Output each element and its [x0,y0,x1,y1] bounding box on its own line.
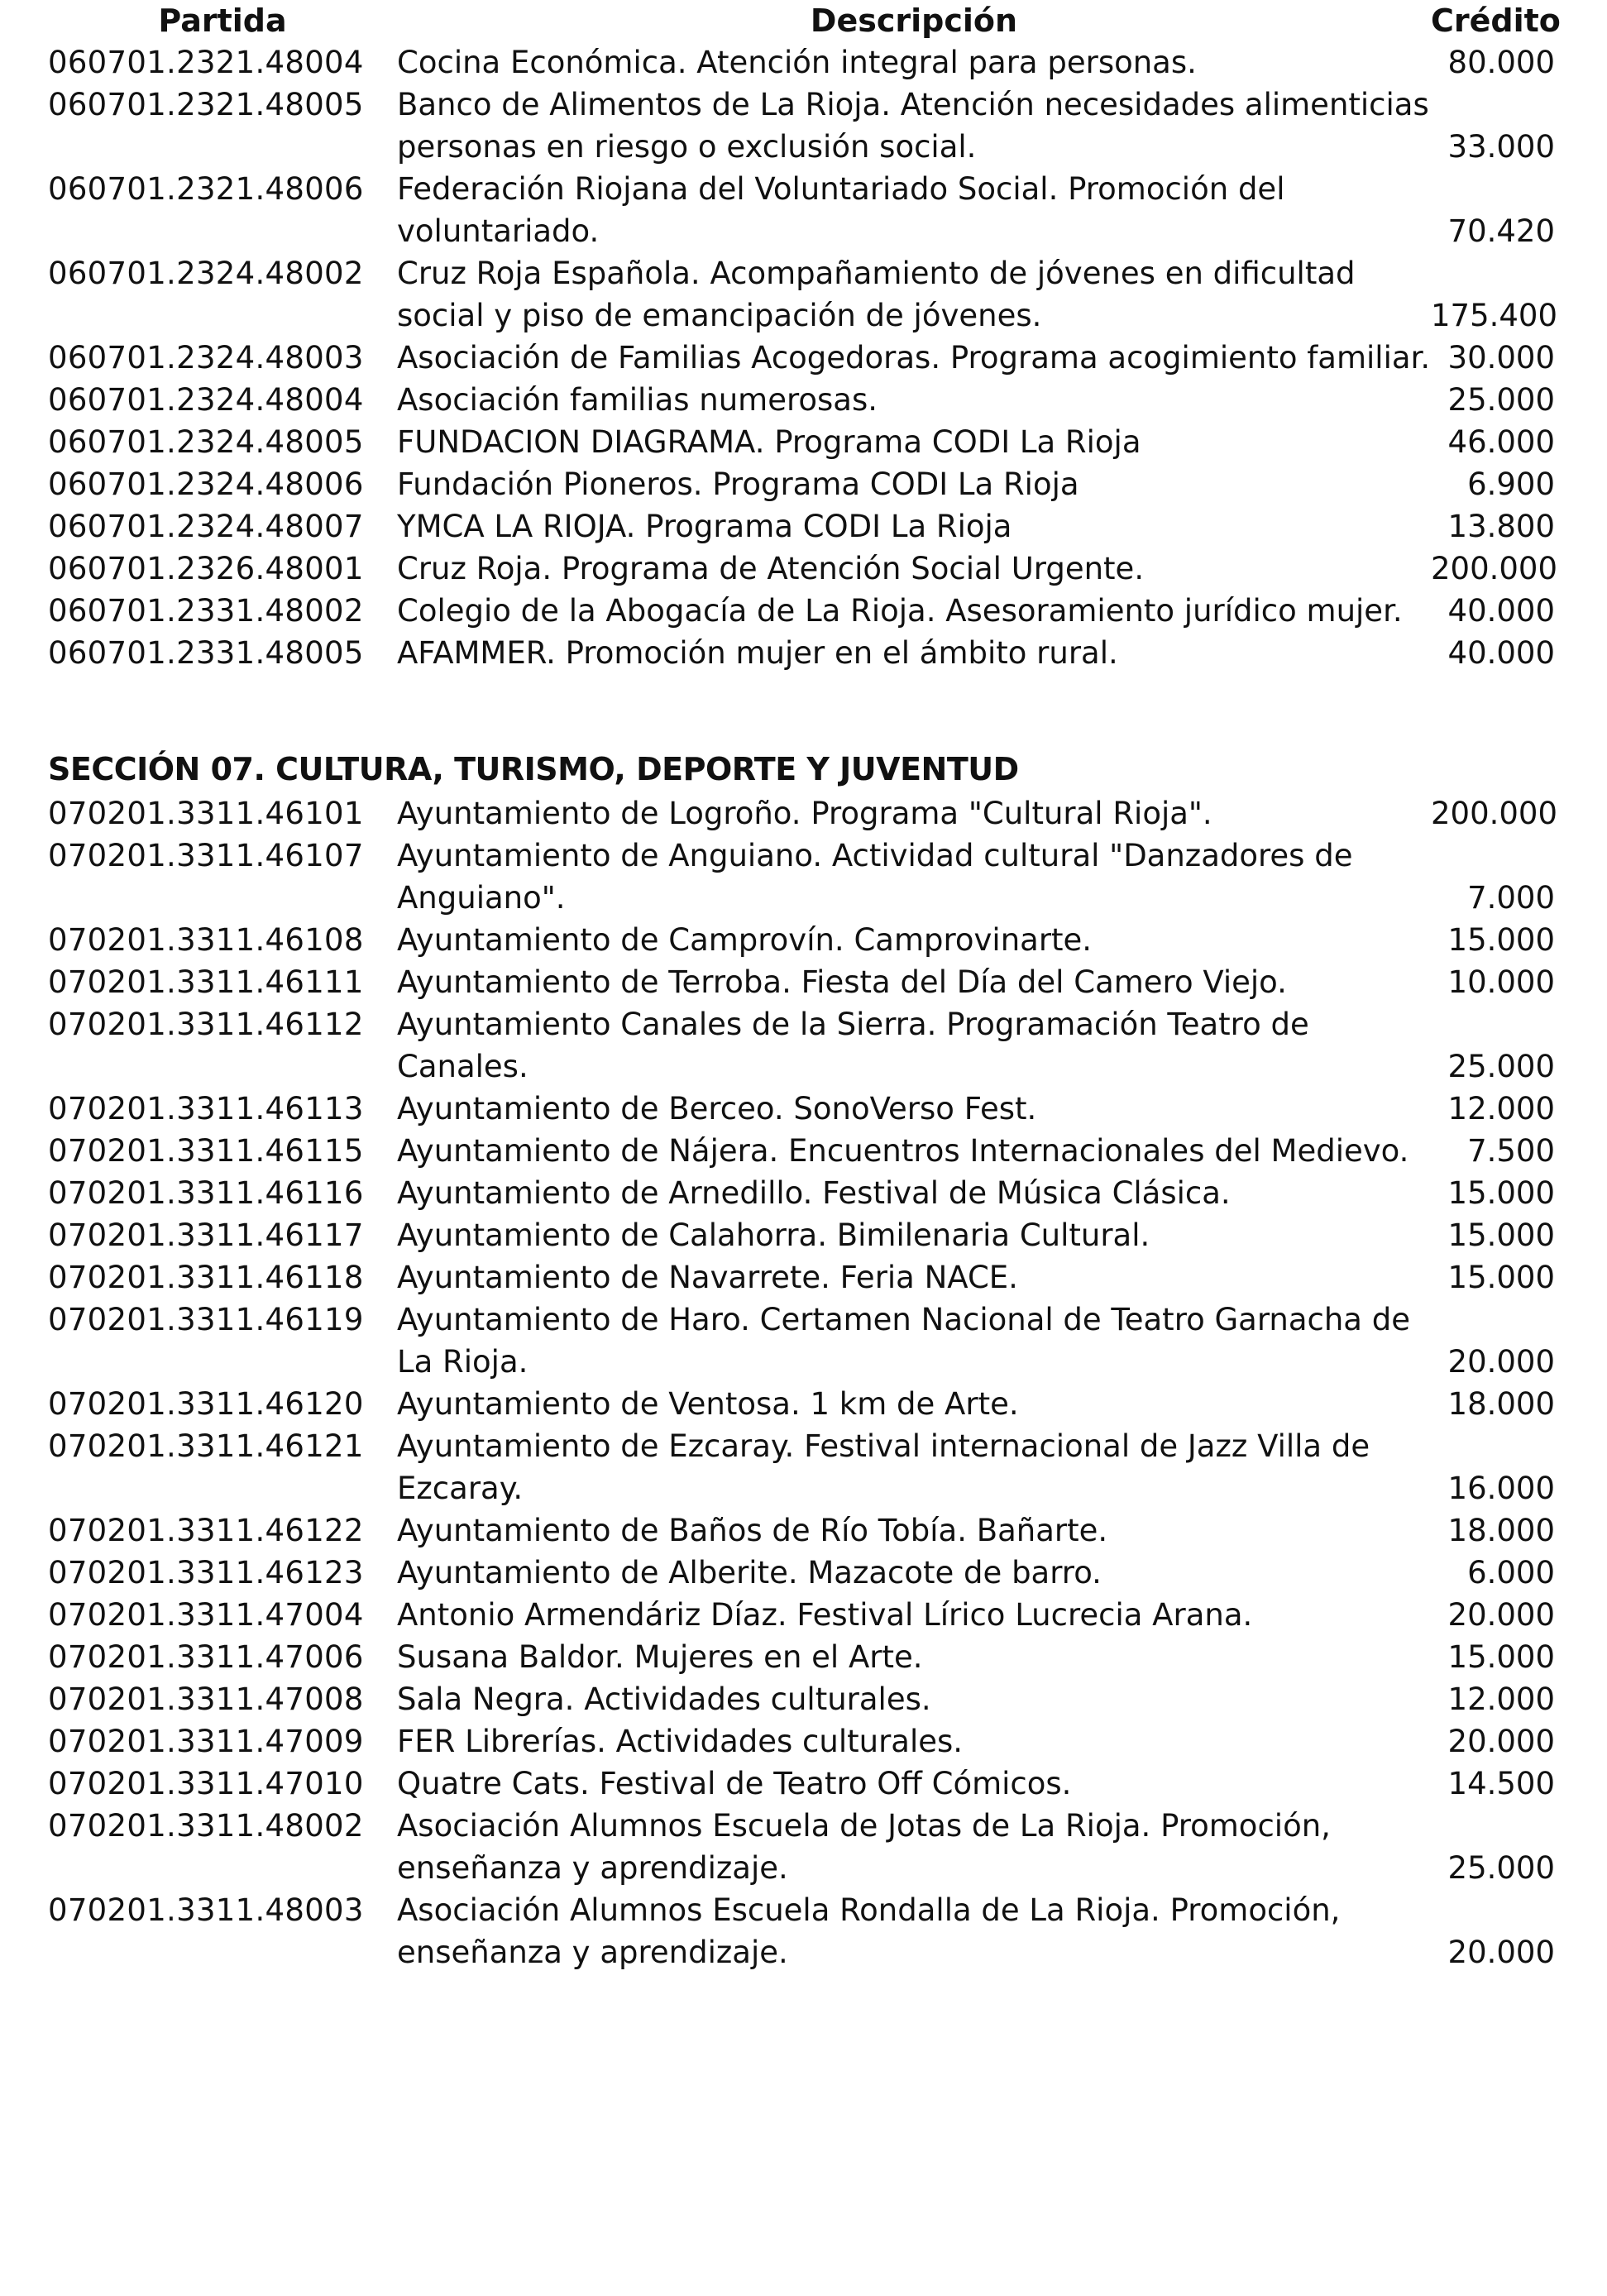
credit-amount: 70.420 [1447,213,1555,249]
partida-code: 070201.3311.46122 [48,1513,364,1548]
table-row [48,919,1555,961]
credit-amount: 20.000 [1447,1344,1555,1380]
table-row [48,1299,1555,1383]
table-row [48,961,1555,1003]
table-row [48,168,1555,252]
description: Asociación de Familias Acogedoras. Programa acogimiento familiar. [397,340,1431,375]
table-row [48,1552,1555,1594]
partida-code: 070201.3311.46115 [48,1133,364,1169]
credit-amount: 6.900 [1467,466,1555,502]
description: Ayuntamiento de Nájera. Encuentros Internacionales del Medievo. [397,1133,1409,1169]
description: Ayuntamiento de Haro. Certamen Nacional de Teatro Garnacha de La Rioja. [397,1302,1410,1380]
description: Asociación familias numerosas. [397,382,878,418]
header-credito: Crédito [1431,2,1561,39]
description: Asociación Alumnos Escuela de Jotas de La Rioja. Promoción, enseñanza y aprendizaje. [397,1808,1331,1886]
credit-amount: 33.000 [1447,129,1555,165]
credit-amount: 15.000 [1447,922,1555,958]
description: Ayuntamiento de Anguiano. Actividad cultural "Danzadores de Anguiano". [397,838,1353,916]
description: Ayuntamiento de Ventosa. 1 km de Arte. [397,1386,1019,1422]
credit-amount: 15.000 [1447,1260,1555,1295]
credit-amount: 15.000 [1447,1639,1555,1675]
description: Ayuntamiento de Baños de Río Tobía. Bañarte. [397,1513,1108,1548]
table-row [48,632,1555,674]
partida-code: 070201.3311.47008 [48,1681,364,1717]
partida-code: 070201.3311.46119 [48,1302,364,1337]
credit-amount: 46.000 [1447,424,1555,460]
credit-amount: 40.000 [1447,593,1555,629]
credit-amount: 12.000 [1447,1091,1555,1126]
partida-code: 060701.2321.48006 [48,171,364,207]
partida-code: 070201.3311.46120 [48,1386,364,1422]
partida-code: 070201.3311.46123 [48,1555,364,1590]
credit-amount: 25.000 [1447,382,1555,418]
description: Banco de Alimentos de La Rioja. Atención necesidades alimenticias personas en riesgo o exclusión social. [397,87,1429,165]
description: Ayuntamiento de Calahorra. Bimilenaria Cultural. [397,1217,1150,1253]
partida-code: 070201.3311.46107 [48,838,364,873]
partida-code: 060701.2324.48007 [48,509,364,544]
table-row [48,835,1555,919]
description: YMCA LA RIOJA. Programa CODI La Rioja [397,509,1012,544]
table-row [48,84,1555,168]
table-row [48,1383,1555,1425]
description: Antonio Armendáriz Díaz. Festival Lírico Lucrecia Arana. [397,1597,1253,1633]
table-row [48,1214,1555,1256]
table-row [48,1594,1555,1636]
description: FER Librerías. Actividades culturales. [397,1724,964,1759]
table-row [48,792,1555,835]
partida-code: 060701.2321.48004 [48,45,364,80]
partida-code: 070201.3311.46118 [48,1260,364,1295]
table-row [48,590,1555,632]
credit-amount: 15.000 [1447,1217,1555,1253]
credit-amount: 10.000 [1447,964,1555,1000]
credit-amount: 7.000 [1467,880,1555,916]
table-header-row [48,0,1555,41]
table-row [48,1678,1555,1720]
credit-amount: 25.000 [1447,1850,1555,1886]
description: Cruz Roja Española. Acompañamiento de jóvenes en dificultad social y piso de emancipación de jóvenes. [397,256,1356,333]
partida-code: 070201.3311.46116 [48,1175,364,1211]
table-row [48,421,1555,463]
partida-code: 060701.2324.48004 [48,382,364,418]
credit-amount: 20.000 [1447,1935,1555,1970]
table-row [48,1425,1555,1509]
credit-amount: 18.000 [1447,1386,1555,1422]
partida-code: 060701.2321.48005 [48,87,364,122]
table-row [48,505,1555,548]
partida-code: 060701.2324.48006 [48,466,364,502]
description: Ayuntamiento Canales de la Sierra. Programación Teatro de Canales. [397,1007,1309,1084]
credit-amount: 30.000 [1447,340,1555,375]
table-row [48,1889,1555,1973]
header-partida: Partida [158,2,287,39]
partida-code: 060701.2331.48002 [48,593,364,629]
credit-amount: 7.500 [1467,1133,1555,1169]
credit-amount: 175.400 [1431,298,1558,333]
table-row [48,1763,1555,1805]
credit-amount: 6.000 [1467,1555,1555,1590]
description: AFAMMER. Promoción mujer en el ámbito rural. [397,635,1118,671]
partida-code: 060701.2324.48002 [48,256,364,291]
table-row [48,1130,1555,1172]
table-row [48,1088,1555,1130]
description: Ayuntamiento de Navarrete. Feria NACE. [397,1260,1018,1295]
description: Ayuntamiento de Arnedillo. Festival de Música Clásica. [397,1175,1231,1211]
table-row [48,1805,1555,1889]
table-row [48,1636,1555,1678]
description: Federación Riojana del Voluntariado Social. Promoción del voluntariado. [397,171,1285,249]
table-row [48,379,1555,421]
section-07-title: SECCIÓN 07. CULTURA, TURISMO, DEPORTE Y JUVENTUD [48,751,1019,787]
table-row [48,463,1555,505]
section-06-rows [48,41,1558,674]
header-descripcion: Descripción [810,2,1018,39]
description: Ayuntamiento de Logroño. Programa "Cultural Rioja". [397,796,1212,831]
credit-amount: 25.000 [1447,1049,1555,1084]
budget-table-section-07 [48,792,1558,1973]
table-row [48,548,1555,590]
table-row [48,1720,1555,1763]
partida-code: 070201.3311.46101 [48,796,364,831]
budget-table-section-06 [48,0,1561,674]
table-row [48,1509,1555,1552]
partida-code: 070201.3311.47004 [48,1597,364,1633]
partida-code: 070201.3311.46113 [48,1091,364,1126]
table-row [48,41,1555,84]
partida-code: 070201.3311.48002 [48,1808,364,1844]
table-row [48,1172,1555,1214]
description: Ayuntamiento de Terroba. Fiesta del Día del Camero Viejo. [397,964,1287,1000]
credit-amount: 80.000 [1447,45,1555,80]
partida-code: 060701.2324.48005 [48,424,364,460]
partida-code: 070201.3311.48003 [48,1892,364,1928]
table-row [48,1256,1555,1299]
partida-code: 070201.3311.47010 [48,1766,364,1801]
description: Ayuntamiento de Alberite. Mazacote de barro. [397,1555,1102,1590]
credit-amount: 20.000 [1447,1597,1555,1633]
partida-code: 060701.2324.48003 [48,340,364,375]
partida-code: 070201.3311.46121 [48,1428,364,1464]
credit-amount: 200.000 [1431,551,1558,586]
description: FUNDACION DIAGRAMA. Programa CODI La Rioja [397,424,1141,460]
partida-code: 070201.3311.46108 [48,922,364,958]
credit-amount: 16.000 [1447,1471,1555,1506]
section-07-rows [48,792,1558,1973]
description: Cruz Roja. Programa de Atención Social Urgente. [397,551,1145,586]
credit-amount: 15.000 [1447,1175,1555,1211]
partida-code: 070201.3311.47006 [48,1639,364,1675]
partida-code: 070201.3311.46111 [48,964,364,1000]
description: Susana Baldor. Mujeres en el Arte. [397,1639,923,1675]
description: Asociación Alumnos Escuela Rondalla de La Rioja. Promoción, enseñanza y aprendizaje. [397,1892,1341,1970]
table-row [48,1003,1555,1088]
description: Ayuntamiento de Berceo. SonoVerso Fest. [397,1091,1037,1126]
description: Sala Negra. Actividades culturales. [397,1681,931,1717]
table-row [48,337,1555,379]
credit-amount: 14.500 [1447,1766,1555,1801]
credit-amount: 200.000 [1431,796,1558,831]
table-row [48,252,1555,337]
credit-amount: 12.000 [1447,1681,1555,1717]
credit-amount: 20.000 [1447,1724,1555,1759]
partida-code: 070201.3311.46117 [48,1217,364,1253]
description: Cocina Económica. Atención integral para personas. [397,45,1197,80]
partida-code: 070201.3311.46112 [48,1007,364,1042]
description: Ayuntamiento de Ezcaray. Festival internacional de Jazz Villa de Ezcaray. [397,1428,1370,1506]
partida-code: 060701.2326.48001 [48,551,364,586]
description: Quatre Cats. Festival de Teatro Off Cómicos. [397,1766,1072,1801]
credit-amount: 13.800 [1447,509,1555,544]
credit-amount: 40.000 [1447,635,1555,671]
credit-amount: 18.000 [1447,1513,1555,1548]
description: Ayuntamiento de Camprovín. Camprovinarte. [397,922,1093,958]
description: Colegio de la Abogacía de La Rioja. Asesoramiento jurídico mujer. [397,593,1403,629]
description: Fundación Pioneros. Programa CODI La Rioja [397,466,1079,502]
partida-code: 070201.3311.47009 [48,1724,364,1759]
partida-code: 060701.2331.48005 [48,635,364,671]
